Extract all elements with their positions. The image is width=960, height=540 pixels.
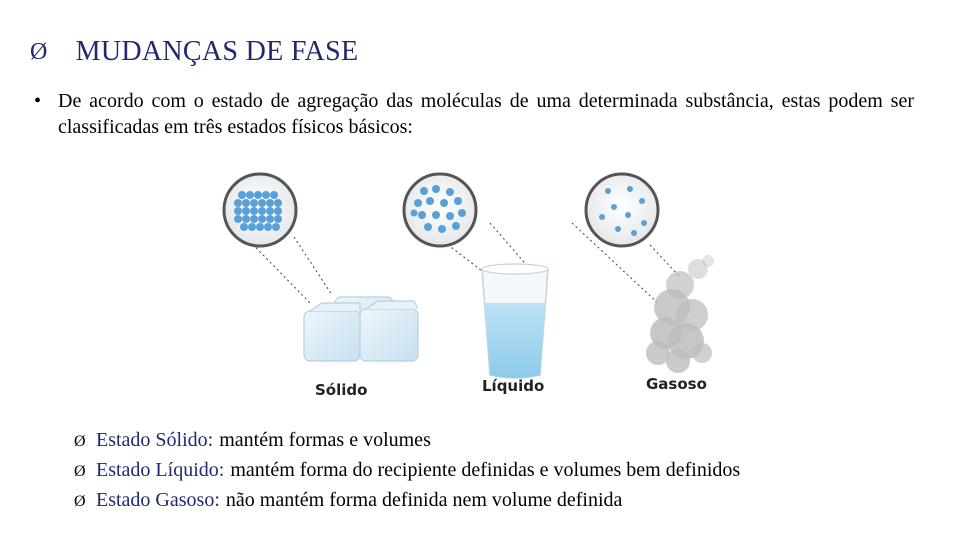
- solid-molecules-lens: [224, 174, 296, 246]
- ice-cubes-illustration: [304, 297, 418, 361]
- states-of-matter-figure: [210, 165, 770, 405]
- intro-text: De acordo com o estado de agregação das moléculas de uma determinada substância, estas podem ser classificadas em três estados físicos básicos:: [58, 90, 914, 138]
- arrow-bullet-icon: Ø: [74, 433, 86, 450]
- label-gas: Gasoso: [646, 375, 707, 393]
- intro-bullet: [34, 88, 914, 140]
- arrow-bullet-icon: Ø: [74, 493, 86, 510]
- label-liquid: Líquido: [482, 377, 545, 395]
- title-text: MUDANÇAS DE FASE: [75, 36, 359, 67]
- state-name: Estado Sólido:: [96, 429, 214, 451]
- state-name: Estado Gasoso:: [96, 489, 220, 511]
- bullet-dot-icon: •: [34, 90, 42, 112]
- list-item-solid: [74, 426, 740, 456]
- states-illustration: [210, 165, 770, 405]
- liquid-molecules-lens: [404, 174, 476, 246]
- slide-title: [30, 36, 358, 68]
- glass-of-water-illustration: [482, 264, 548, 378]
- label-solid: Sólido: [315, 381, 368, 399]
- arrow-bullet-icon: Ø: [74, 463, 86, 480]
- state-description: não mantém forma definida nem volume definida: [225, 489, 623, 511]
- gas-smoke-illustration: [646, 255, 714, 373]
- list-item-liquid: [74, 456, 740, 486]
- states-list: [74, 426, 740, 516]
- state-name: Estado Líquido:: [96, 459, 225, 481]
- state-description: mantém forma do recipiente definidas e volumes bem definidos: [230, 459, 741, 481]
- list-item-gas: [74, 486, 740, 516]
- gas-molecules-lens: [586, 174, 658, 246]
- arrow-bullet-icon: Ø: [30, 38, 48, 65]
- state-description: mantém formas e volumes: [219, 429, 431, 451]
